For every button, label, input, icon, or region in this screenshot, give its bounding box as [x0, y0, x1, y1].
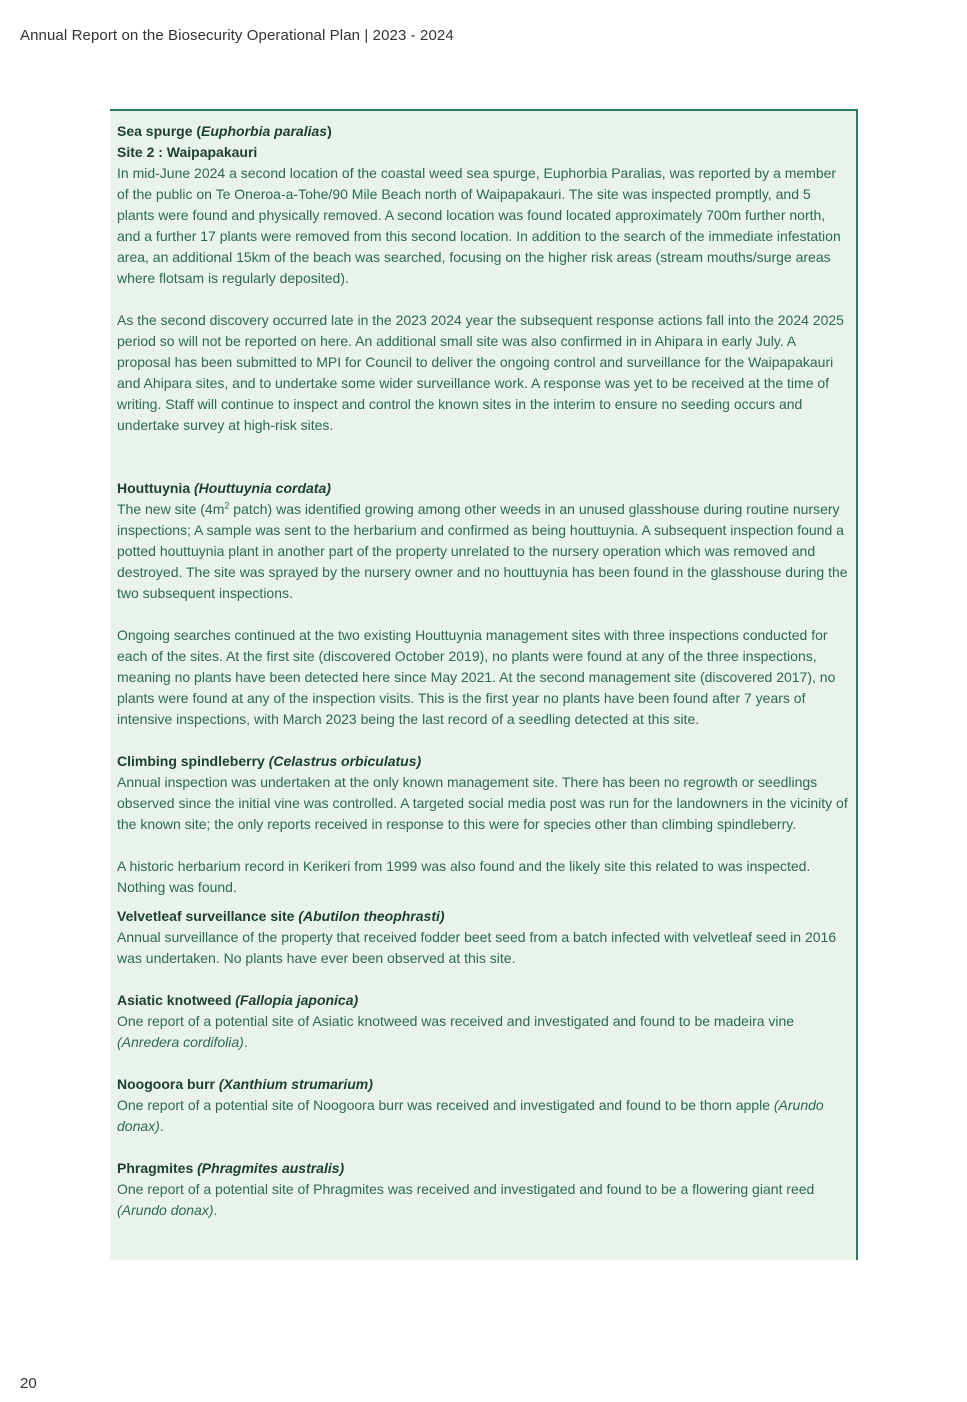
section-heading-velvetleaf: Velvetleaf surveillance site (Abutilon theophrasti) — [117, 908, 445, 924]
paragraph: One report of a potential site of Asiatic knotweed was received and investigated and found to be madeira vine (Anredera cordifolia). — [117, 1013, 795, 1050]
paragraph: One report of a potential site of Phragmites was received and investigated and found to be a flowering giant reed (Arundo donax). — [117, 1181, 815, 1218]
section-heading-noogoora: Noogoora burr (Xanthium strumarium) — [117, 1076, 373, 1092]
paragraph: In mid-June 2024 a second location of the coastal weed sea spurge, Euphorbia Paralias, was reported by a member of the public on Te Oneroa-a-Tohe/90 Mile Beach north of Waipapakauri. The site was inspected promptly, and 5 plants were found and physically removed. A second location was found located approximately 700m further north, and a further 17 plants were removed from this second location. In addition to the search of the immediate infestation area, an additional 15km of the beach was searched, focusing on the higher risk areas (stream mouths/surge areas where flotsam is regularly deposited). — [117, 165, 841, 286]
paragraph: Annual surveillance of the property that received fodder beet seed from a batch infected with velvetleaf seed in 2016 was undertaken. No plants have ever been observed at this site. — [117, 929, 837, 966]
running-header: Annual Report on the Biosecurity Operational Plan | 2023 - 2024 — [20, 27, 454, 44]
paragraph: Ongoing searches continued at the two existing Houttuynia management sites with three inspections conducted for each of the sites. At the first site (discovered October 2019), no plants were found at any of the three inspections, meaning no plants have been detected here since May 2021. At the second management site (discovered 2017), no plants were found at any of the inspection visits. This is the first year no plants have been found after 7 years of intensive inspections, with March 2023 being the last record of a seedling detected at this site. — [117, 627, 836, 727]
latin-name: (Fallopia japonica) — [235, 992, 359, 1008]
latin-name: Euphorbia paralias — [201, 123, 328, 139]
paragraph: A historic herbarium record in Kerikeri from 1999 was also found and the likely site this related to was inspected. Nothing was found. — [117, 858, 811, 895]
paragraph: The new site ($4m^2$ patch) was identified growing among other weeds in an unused glasshouse during routine nursery inspections; A sample was sent to the herbarium and confirmed as being houttuynia. A subsequent inspection found a potted houttuynia plant in another part of the property unrelated to the nursery operation which was removed and destroyed. The site was sprayed by the nursery owner and no houttuynia has been found in the glasshouse during the two subsequent inspections. — [117, 500, 848, 601]
latin-name: (Celastrus orbiculatus) — [268, 753, 422, 769]
latin-name: (Abutilon theophrasti) — [298, 908, 445, 924]
latin-name: (Houttuynia cordata) — [194, 480, 331, 496]
paragraph: Annual inspection was undertaken at the only known management site. There has been no regrowth or seedlings observed since the initial vine was controlled. A targeted social media post was run for the landowners in the vicinity of the known site; the only reports received in response to this were for species other than climbing spindleberry. — [117, 774, 848, 832]
latin-name: (Xanthium strumarium) — [218, 1076, 373, 1092]
paragraph: As the second discovery occurred late in the 2023 2024 year the subsequent response actions fall into the 2024 2025 period so will not be reported on here. An additional small site was also confirmed in in Ahipara in early July. A proposal has been submitted to MPI for Council to deliver the ongoing control and surveillance for the Waipapakauri and Ahipara sites, and to undertake some wider surveillance work. A response was yet to be received at the time of writing. Staff will continue to inspect and control the known sites in the interim to ensure no seeding occurs and undertake survey at high-risk sites. — [117, 312, 844, 433]
section-heading-phragmites: Phragmites (Phragmites australis) — [117, 1160, 345, 1176]
section-heading-spindleberry: Climbing spindleberry (Celastrus orbiculatus) — [117, 753, 422, 769]
section-heading-sea-spurge: Sea spurge (Euphorbia paralias) — [117, 123, 332, 139]
latin-name: (Phragmites australis) — [197, 1160, 345, 1176]
content-panel — [110, 109, 858, 1260]
page-number: 20 — [20, 1375, 37, 1392]
section-heading-houttuynia: Houttuynia (Houttuynia cordata) — [117, 480, 331, 496]
paragraph: One report of a potential site of Noogoora burr was received and investigated and found to be thorn apple (Arundo donax). — [117, 1097, 824, 1134]
site-subheading: Site 2 : Waipapakauri — [117, 144, 258, 160]
section-heading-knotweed: Asiatic knotweed (Fallopia japonica) — [117, 992, 359, 1008]
